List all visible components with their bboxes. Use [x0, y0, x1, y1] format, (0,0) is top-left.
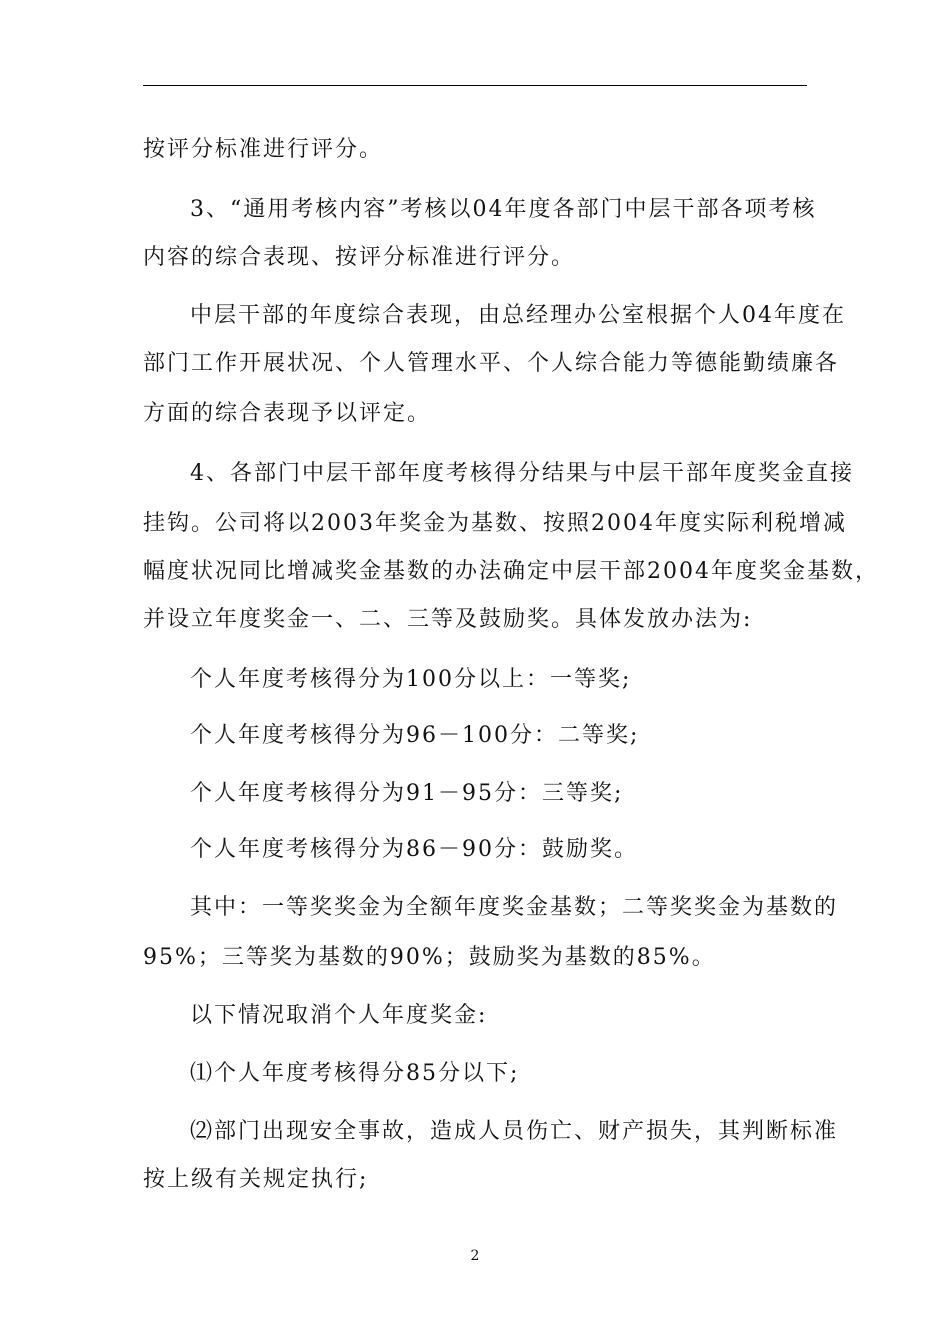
text-line-7: 4、各部门中层干部年度考核得分结果与中层干部年度奖金直接: [190, 461, 854, 486]
text-line-4: 中层干部的年度综合表现，由总经理办公室根据个人04年度在: [190, 303, 846, 328]
text-line-10: 并设立年度奖金一、二、三等及鼓励奖。具体发放办法为:: [143, 607, 753, 632]
text-line-17: 以下情况取消个人年度奖金:: [190, 1003, 488, 1028]
text-line-15: 其中：一等奖奖金为全额年度奖金基数；二等奖奖金为基数的: [190, 895, 839, 920]
text-line-11: 个人年度考核得分为100分以上：一等奖;: [190, 667, 632, 692]
text-line-2: 3、“通用考核内容”考核以04年度各部门中层干部各项考核: [190, 197, 817, 222]
text-line-13: 个人年度考核得分为91－95分：三等奖;: [190, 781, 624, 806]
text-line-9: 幅度状况同比增减奖金基数的办法确定中层干部2004年度奖金基数，: [143, 559, 879, 584]
text-line-5: 部门工作开展状况、个人管理水平、个人综合能力等德能勤绩廉各: [143, 351, 840, 376]
text-line-14: 个人年度考核得分为86－90分：鼓励奖。: [190, 837, 638, 862]
text-line-16: 95%；三等奖为基数的90%；鼓励奖为基数的85%。: [143, 945, 716, 970]
text-line-6: 方面的综合表现予以评定。: [143, 401, 432, 426]
text-line-3: 内容的综合表现、按评分标准进行评分。: [143, 245, 576, 270]
header-rule: [143, 85, 807, 86]
page-number: 2: [470, 1248, 480, 1264]
text-line-12: 个人年度考核得分为96－100分：二等奖;: [190, 723, 640, 748]
text-line-18: ⑴个人年度考核得分85分以下;: [190, 1061, 520, 1086]
text-line-1: 按评分标准进行评分。: [143, 137, 384, 162]
text-line-8: 挂钩。公司将以2003年奖金为基数、按照2004年度实际利税增减: [143, 511, 847, 536]
text-line-19: ⑵部门出现安全事故，造成人员伤亡、财产损失，其判断标准: [190, 1119, 839, 1144]
text-line-20: 按上级有关规定执行;: [143, 1167, 369, 1192]
